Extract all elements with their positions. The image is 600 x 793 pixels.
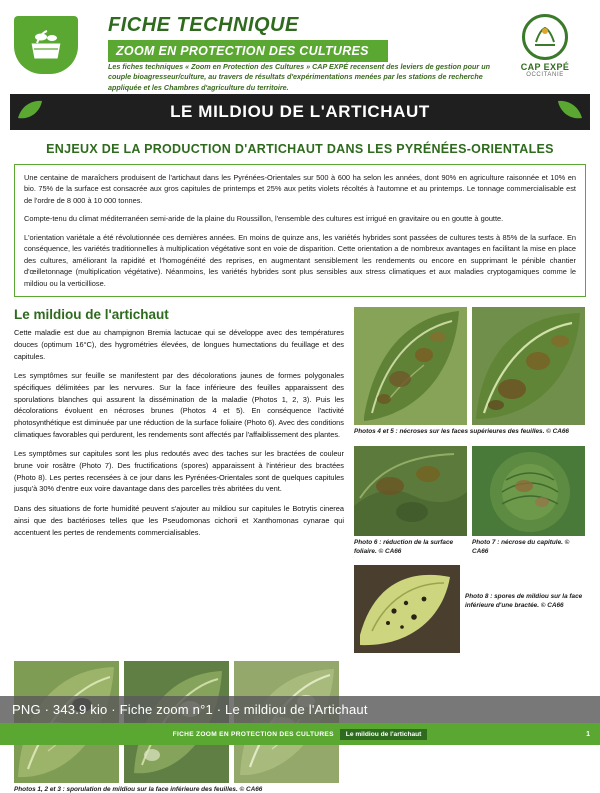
intro-paragraph-3: L'orientation variétale a été révolutionnée ces dernières années. En moins de quinze ans, les variétés hybrides sont passées de cultures tests à 85% de la surface. En conséquence, les variétés traditionnelles à multiplication végétative sont en voie de disparition. Cette orientation a de nombreux avantages en facilitant la mise en place des cultures, améliorant la rapidité et l'homogénéité des reprises, en augmentant sensiblement les rendements ou encore en supprimant le pénible chantier d'œilletonnage (multiplication végétative). Néanmoins, les variétés hybrides sont plus sensibles aux stress climatiques et aux maladies cryptogamiques comme le mildiou ou la verticilliose. xyxy=(24,232,576,288)
header-subtitle: ZOOM EN PROTECTION DES CULTURES xyxy=(108,40,388,62)
photo-column xyxy=(354,307,586,653)
photo-pair-4-5 xyxy=(354,307,586,425)
photo-caption-1-2-3: Photos 1, 2 et 3 : sporulation de mildiou sur la face inférieure des feuilles. © CA66 xyxy=(14,786,263,793)
photo-7 xyxy=(472,446,585,536)
document-footer xyxy=(0,723,600,745)
capexpe-logo xyxy=(502,14,588,78)
article-paragraph-3: Les symptômes sur capitules sont les plus redoutés avec des taches sur les bractées de couleur brune voir rosâtre (Photo 7). Des fructifications (spores) apparaissent à l'intérieur des bractées (Photo 8). Les pertes recensées à ce jour dans les Pyrénées-Orientales sont de quelques capitules jusqu'à 30% d'entre eux voire davantage dans des parcelles très abritées du vent. xyxy=(14,449,344,494)
photo-caption-4-5: Photos 4 et 5 : nécroses sur les faces supérieures des feuilles. © CA66 xyxy=(354,428,569,436)
vegetables-basket-icon xyxy=(14,16,78,74)
body-columns xyxy=(14,307,586,653)
photo-pair-6-7 xyxy=(354,446,586,556)
photo-6 xyxy=(354,446,467,536)
brand-name: CAP EXPÉ xyxy=(520,62,570,72)
document-title-text: LE MILDIOU DE L'ARTICHAUT xyxy=(170,102,430,121)
footer-page-number: 1 xyxy=(586,730,590,738)
article-title: Le mildiou de l'artichaut xyxy=(14,307,169,323)
photo-caption-7: Photo 7 : nécrose du capitule. © CA66 xyxy=(472,538,570,555)
intro-paragraph-1: Une centaine de maraîchers produisent de l'artichaut dans les Pyrénées-Orientales sur 500 à 600 ha selon les années, dont 90% en agriculture raisonnée et 10% en bio. 75% de la surface est consacrée aux gros capitules de printemps et 25% aux petits violets récoltés à l'automne et au printemps. Le tonnage commercialisable est de l'ordre de 8 000 à 10 000 tonnes. xyxy=(24,173,576,205)
photo-caption-8: Photo 8 : spores de mildiou sur la face inférieure d'une bractée. © CA66 xyxy=(465,593,583,609)
footer-chip: Le mildiou de l'artichaut xyxy=(340,729,428,740)
photo-block-8 xyxy=(354,565,586,653)
photo-4 xyxy=(354,307,467,425)
file-info-overlay: PNG · 343.9 kio · Fiche zoom n°1 · Le mildiou de l'Artichaut xyxy=(0,696,600,723)
article-paragraph-2: Les symptômes sur feuille se manifestent par des décolorations jaunes de formes polygonales spécifiques délimitées par les nervures. Sur la face inférieure des feuilles apparaissent des sporulations blanches qui assurent la dissémination de la maladie (Photos 1, 2, 3). Puis les décolorations évoluent en nécroses brunes (Photos 4 et 5). En conséquence l'activité photosynthétique est diminuée par une réduction de la surface foliaire (Photo 6). Avec des conditions climatiques favorables qui perdurent, les rendements sont affectés par l'affaiblissement des plantes. xyxy=(14,371,344,439)
header-blurb: Les fiches techniques « Zoom en Protection des Cultures » CAP EXPÉ recensent des leviers de gestion pour un couple bioagresseur/culture, au travers de résultats d'expérimentations menées par les stations de recherche appliquée et les Chambres d'agriculture du territoire. xyxy=(108,62,490,92)
article-paragraph-4: Dans des situations de forte humidité peuvent s'ajouter au mildiou sur capitules le Botrytis cinerea ainsi que des bactérioses telles que les Pseudomonas cichorii et Xanthomonas cynarae qui accentuent les pertes de rendements commercialisables. xyxy=(14,504,344,537)
leaf-icon-right xyxy=(556,98,584,122)
intro-box xyxy=(14,164,586,297)
article-paragraph-1: Cette maladie est due au champignon Bremia lactucae qui se développe avec des températures douces (optimum 16°C), des hygrométries élevées, de longues humectations du feuillage et des capitules. xyxy=(14,328,344,361)
photo-5 xyxy=(472,307,585,425)
article-column xyxy=(14,307,344,653)
page-title: FICHE TECHNIQUE xyxy=(108,14,299,36)
document-title-bar xyxy=(10,94,590,130)
intro-paragraph-2: Compte-tenu du climat méditerranéen semi-aride de la plaine du Roussillon, l'ensemble des cultures est irrigué en gravitaire ou en goutte à goutte. xyxy=(24,214,504,224)
capexpe-circle-icon xyxy=(522,14,568,60)
photo-8 xyxy=(354,565,460,653)
brand-sub: OCCITANIE xyxy=(526,72,564,78)
document-header xyxy=(0,0,600,92)
photo-caption-6: Photo 6 : réduction de la surface foliaire. © CA66 xyxy=(354,538,454,555)
section-heading: ENJEUX DE LA PRODUCTION D'ARTICHAUT DANS LES PYRÉNÉES-ORIENTALES xyxy=(46,142,554,156)
leaf-icon-left xyxy=(16,98,44,122)
footer-left-text: FICHE ZOOM EN PROTECTION DES CULTURES xyxy=(172,730,334,738)
